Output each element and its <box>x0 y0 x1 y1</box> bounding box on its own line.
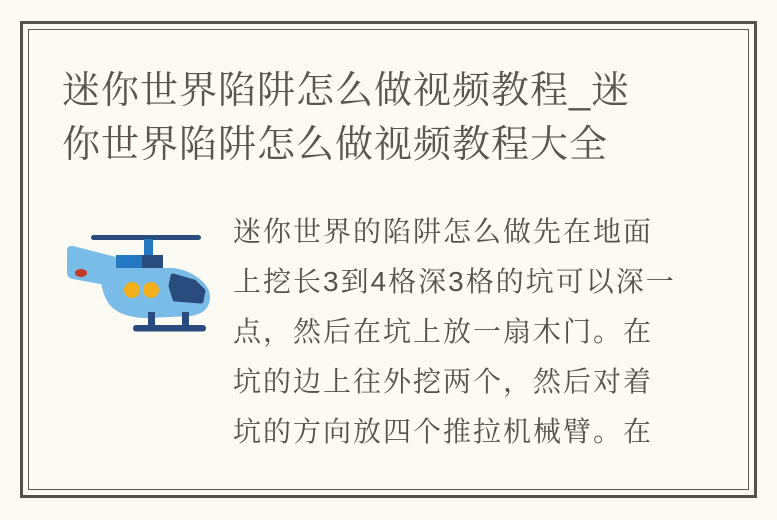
page-title-line-1: 迷你世界陷阱怎么做视频教程_迷 <box>62 70 631 112</box>
tail-light <box>75 269 87 277</box>
landing-skid <box>133 325 206 332</box>
rotor-mast <box>144 239 153 256</box>
article-line-4: 坑的边上往外挖两个，然后对着 <box>233 366 654 397</box>
article-line-2: 上挖长3到4格深3格的坑可以深一 <box>233 266 676 297</box>
page-title-line-2: 你世界陷阱怎么做视频教程大全 <box>62 124 609 166</box>
article-text <box>233 207 713 457</box>
skid-strut-left <box>148 312 155 327</box>
rotor-hub-left <box>116 255 142 269</box>
porthole-left <box>124 282 140 298</box>
porthole-right <box>143 282 159 298</box>
rotor-hub-right <box>142 255 163 269</box>
article-line-1: 迷你世界的陷阱怎么做先在地面 <box>233 216 654 247</box>
page-title <box>62 64 630 172</box>
skid-strut-right <box>182 312 189 327</box>
helicopter-icon <box>64 229 214 341</box>
article-line-5: 坑的方向放四个推拉机械臂。在 <box>233 416 654 447</box>
article-line-3: 点，然后在坑上放一扇木门。在 <box>233 316 654 347</box>
